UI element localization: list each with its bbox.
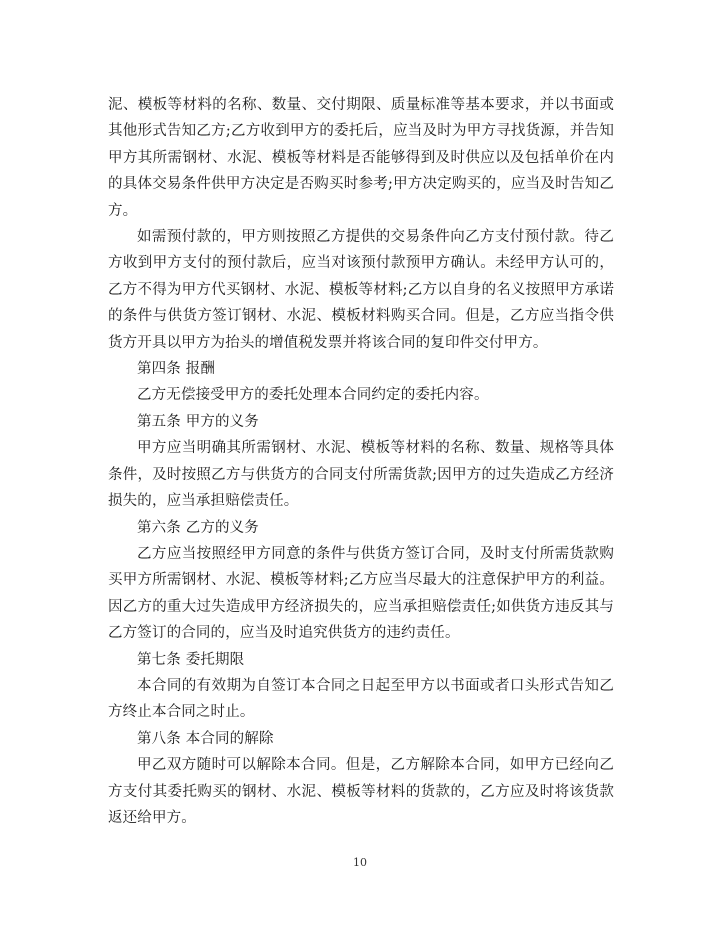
heading-article-5: 第五条 甲方的义务 [137, 413, 259, 430]
page-number: 10 [353, 856, 367, 869]
paragraph-article-4: 乙方无偿接受甲方的委托处理本合同约定的委托内容。 [137, 387, 489, 404]
heading-article-4: 第四条 报酬 [137, 361, 216, 378]
paragraph-article-6: 乙方应当按照经甲方同意的条件与供货方签订合同，及时支付所需货款购买甲方所需钢材、水泥、模板等材料;乙方应当尽最大的注意保护甲方的利益。因乙方的重大过失造成甲方经济损失的，应当承担赔偿责任;如供货方违反其与乙方签订的合同的，应当及时追究供货方的违约责任。 [108, 545, 614, 642]
paragraph-prepayment: 如需预付款的，甲方则按照乙方提供的交易条件向乙方支付预付款。待乙方收到甲方支付的预付款后，应当对该预付款预甲方确认。未经甲方认可的，乙方不得为甲方代买钢材、水泥、模板等材料;乙方以自身的名义按照甲方承诺的条件与供货方签订钢材、水泥、模板材料购买合同。但是，乙方应当指令供货方开具以甲方为抬头的增值税发票并将该合同的复印件交付甲方。 [108, 229, 614, 351]
document-body [108, 92, 614, 831]
paragraph-article-7: 本合同的有效期为自签订本合同之日起至甲方以书面或者口头形式告知乙方终止本合同之时止。 [108, 677, 614, 721]
paragraph-article-8: 甲乙双方随时可以解除本合同。但是，乙方解除本合同，如甲方已经向乙方支付其委托购买的钢材、水泥、模板等材料的货款的，乙方应及时将该货款返还给甲方。 [108, 757, 614, 826]
paragraph-materials-notice: 泥、模板等材料的名称、数量、交付期限、质量标准等基本要求，并以书面或其他形式告知乙方;乙方收到甲方的委托后，应当及时为甲方寻找货源，并告知甲方其所需钢材、水泥、模板等材料是否能够得到及时供应以及包括单价在内的具体交易条件供甲方决定是否购买时参考;甲方决定购买的，应当及时告知乙方。 [108, 97, 614, 219]
heading-article-8: 第八条 本合同的解除 [137, 730, 274, 747]
paragraph-article-5: 甲方应当明确其所需钢材、水泥、模板等材料的名称、数量、规格等具体条件，及时按照乙方与供货方的合同支付所需货款;因甲方的过失造成乙方经济损失的，应当承担赔偿责任。 [108, 440, 614, 510]
heading-article-6: 第六条 乙方的义务 [137, 519, 259, 536]
heading-article-7: 第七条 委托期限 [137, 651, 245, 668]
